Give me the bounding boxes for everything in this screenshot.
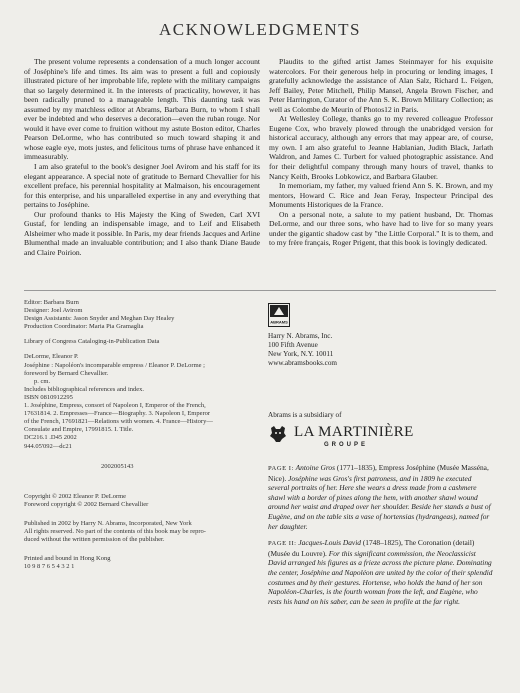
subsidiary-note: Abrams is a subsidiary of	[268, 411, 342, 419]
publisher-street: 100 Fifth Avenue	[268, 341, 318, 349]
printed-line: 10 9 8 7 6 5 4 3 2 1	[24, 563, 75, 571]
caption-location: (Musée du Louvre).	[268, 548, 327, 558]
credit-production: Production Coordinator: Maria Pia Gramaglia	[24, 323, 144, 331]
credits-block	[24, 299, 259, 331]
paragraph: The present volume represents a condensation of a much longer account of Joséphine's life and times. Its aim was to present a full and copiously illustrated picture of her improbable life, replete with the military campaigns that so largely determined it. In the interests of practicality, however, it has been radically pruned to a manageable length. This daunting task was assumed by my matchless editor at Abrams, Barbara Burn, to whom I shall ever be indebted and who deserves a decoration—even the ruban rouge. Nor would it have ever come to fruition without my astute Boston editor, Charles Pearson DeLorme, who has contributed so much toward shaping it and whose eagle eye, mots justes, and felicitous turns of phrase have enhanced it immeasurably.	[24, 57, 260, 162]
colophon	[24, 299, 259, 578]
cip-heading: Library of Congress Cataloging-in-Publication Data	[24, 338, 160, 346]
cip-line: Consulate and Empire, 17991815. I. Title.	[24, 426, 134, 434]
cip-line: 17631814. 2. Empresses—France—Biography. 3. Napoleon I, Emperor	[24, 410, 211, 418]
paragraph: Our profound thanks to His Majesty the King of Sweden, Carl XVI Gustaf, for lending an indispensable image, and to Leif and Elisabeth Alsheimer who made it possible. In Paris, my dear friends Jacques and Arline Blumenthal made an invaluable contribution; and I also thank Diane Baude and Claire Poirion.	[24, 209, 260, 257]
paragraph: I am also grateful to the book's designer Joel Avirom and his staff for its elegant appearance. A special note of gratitude to Bernard Chevallier for his excellent preface, his perennial hospitality at Malmaison, his encouragement for this enterprise, and his unparalleled expertise in any and everything that pertains to Joséphine.	[24, 162, 260, 210]
caption-artist: Antoine Gros	[295, 463, 336, 472]
printed-line: Printed and bound in Hong Kong	[24, 555, 111, 563]
cip-heading-block	[24, 338, 259, 346]
paragraph: At Wellesley College, thanks go to my revered colleague Professor Eugene Cox, who bravely plowed through the unabridged version for historical accuracy, although any errors that may appear are, of course, my own. I am also grateful to Jeanne Hablanian, Judith Black, Jarlath Waldron, and James C. Turbert for valued photographic assistance. And for their delightful company through many hours of travel, thanks to Nancy Keith, Brooks Lobkowicz, and Barbara Glauber.	[269, 114, 493, 181]
paragraph: On a personal note, a salute to my patient husband, Dr. Thomas DeLorme, and our three sons, who have had to live for so many years under the gigantic shadow cast by "the Little Corporal." It is to them, and to my frère français, Roger Prigent, that this book is lovingly dedicated.	[269, 209, 493, 248]
paragraph: Plaudits to the gifted artist James Steinmayer for his exquisite watercolors. For their generous help in procuring or lending images, I gratefully acknowledge the assistance of Alan Salz, Richard L. Feigen, Jeff Bailey, Peter Mitchell, Philip Mansel, Angela Brown Fischer, and Peter Harrington, Curator of the Ann S. K. Brown Military Collection; as well as Colombe de Meurin of Photos12 in Paris.	[269, 57, 493, 114]
la-martiniere-logo	[268, 423, 468, 453]
credit-designer: Designer: Joel Avirom	[24, 307, 83, 315]
caption-dates: (1771–1835),	[336, 463, 377, 472]
caption-page-label: PAGE I:	[268, 465, 294, 472]
published-line: All rights reserved. No part of the contents of this book may be repro-	[24, 527, 206, 535]
publisher-city: New York, N.Y. 10011	[268, 350, 334, 358]
divider	[24, 290, 496, 291]
image-captions	[268, 463, 493, 613]
page-title: ACKNOWLEDGMENTS	[159, 20, 361, 39]
published-line: duced without the written permission of the publisher.	[24, 536, 165, 544]
publisher-address	[268, 332, 488, 368]
publisher-website: www.abramsbooks.com	[268, 359, 337, 367]
caption-title: The Coronation (detail)	[404, 538, 475, 548]
copyright-block	[24, 493, 259, 509]
printed-block	[24, 555, 259, 571]
la-martiniere-group: GROUPE	[324, 442, 369, 448]
caption-dates: (1748–1825),	[362, 538, 403, 548]
caption-title: Empress Joséphine	[378, 463, 436, 472]
cip-line: 944.05'092—dc21	[24, 442, 72, 450]
credit-assistants: Design Assistants: Jason Snyder and Meghan Day Healey	[24, 315, 175, 323]
caption-artist: Jacques-Louis David	[298, 538, 361, 548]
caption-text: For this significant commission, the Neoclassicist David arranged his figures as a frieze across the picture plane. Dominating the center, Joséphine and Napoléon are united by the color of their splendid costumes and by their gestures. Hortense, who holds the hand of her son Napoléon-Charles, is the fourth woman from the left, and Eugène, who rests his hand on his saber, can be seen in profile at the far right.	[268, 548, 493, 606]
cip-line: p. cm.	[34, 377, 51, 385]
published-block	[24, 520, 259, 544]
acknowledgments-right-column	[269, 57, 493, 248]
cip-line: foreword by Bernard Chevallier.	[24, 369, 109, 377]
caption-text: Joséphine was Gros's first patroness, and in 1809 he executed several portraits of her. Here she wears a dress made from a cashmere shawl with a border of pines along the hem, with another shawl wound around her waist and draped over her shoulder. Beside her stands a bust of Eugène, and on the table sits a vase of hortensias (hydrangeas), named for her daughter.	[268, 473, 491, 531]
credit-editor: Editor: Barbara Burn	[24, 299, 79, 306]
cip-isbn: ISBN 0810912295	[24, 393, 73, 401]
la-martiniere-name: LA MARTINIÈRE	[294, 424, 414, 440]
paragraph: In memoriam, my father, my valued friend Ann S. K. Brown, and my mentors, Howard C. Rice and Jean Feray, Inspecteur Principal des Monuments Historiques de la France.	[269, 181, 493, 210]
cip-line: DeLorme, Eleanor P.	[24, 353, 79, 361]
cip-line: DC216.1 .D45 2002	[24, 434, 77, 442]
abrams-logo-text: ABRAMS	[270, 319, 288, 325]
cip-line: Includes bibliographical references and index.	[24, 385, 145, 393]
cip-line: of the French, 17691821—Relations with women. 4. France—History—	[24, 418, 213, 426]
caption-page-2	[268, 538, 493, 606]
cip-lccn: 2002005143	[101, 462, 134, 470]
published-line: Published in 2002 by Harry N. Abrams, Incorporated, New York	[24, 519, 192, 527]
caption-page-1	[268, 463, 493, 531]
caption-page-label: PAGE II:	[268, 540, 297, 548]
lccn-block	[24, 463, 259, 471]
cip-record	[24, 353, 259, 450]
abrams-logo	[268, 303, 290, 327]
copyright-line: Foreword copyright © 2002 Bernard Chevallier	[24, 500, 149, 508]
copyright-line: Copyright © 2002 Eleanor P. DeLorme	[24, 492, 127, 500]
publisher-name: Harry N. Abrams, Inc.	[268, 332, 333, 340]
dog-head-icon	[268, 424, 288, 444]
caption-location: (Musée Masséna, Nice).	[268, 463, 489, 483]
cip-line: 1. Joséphine, Empress, consort of Napoleon I, Emperor of the French,	[24, 402, 206, 410]
acknowledgments-left-column	[24, 57, 260, 257]
cip-line: Joséphine : Napoléon's incomparable empress / Eleanor P. DeLorme ;	[24, 361, 205, 369]
